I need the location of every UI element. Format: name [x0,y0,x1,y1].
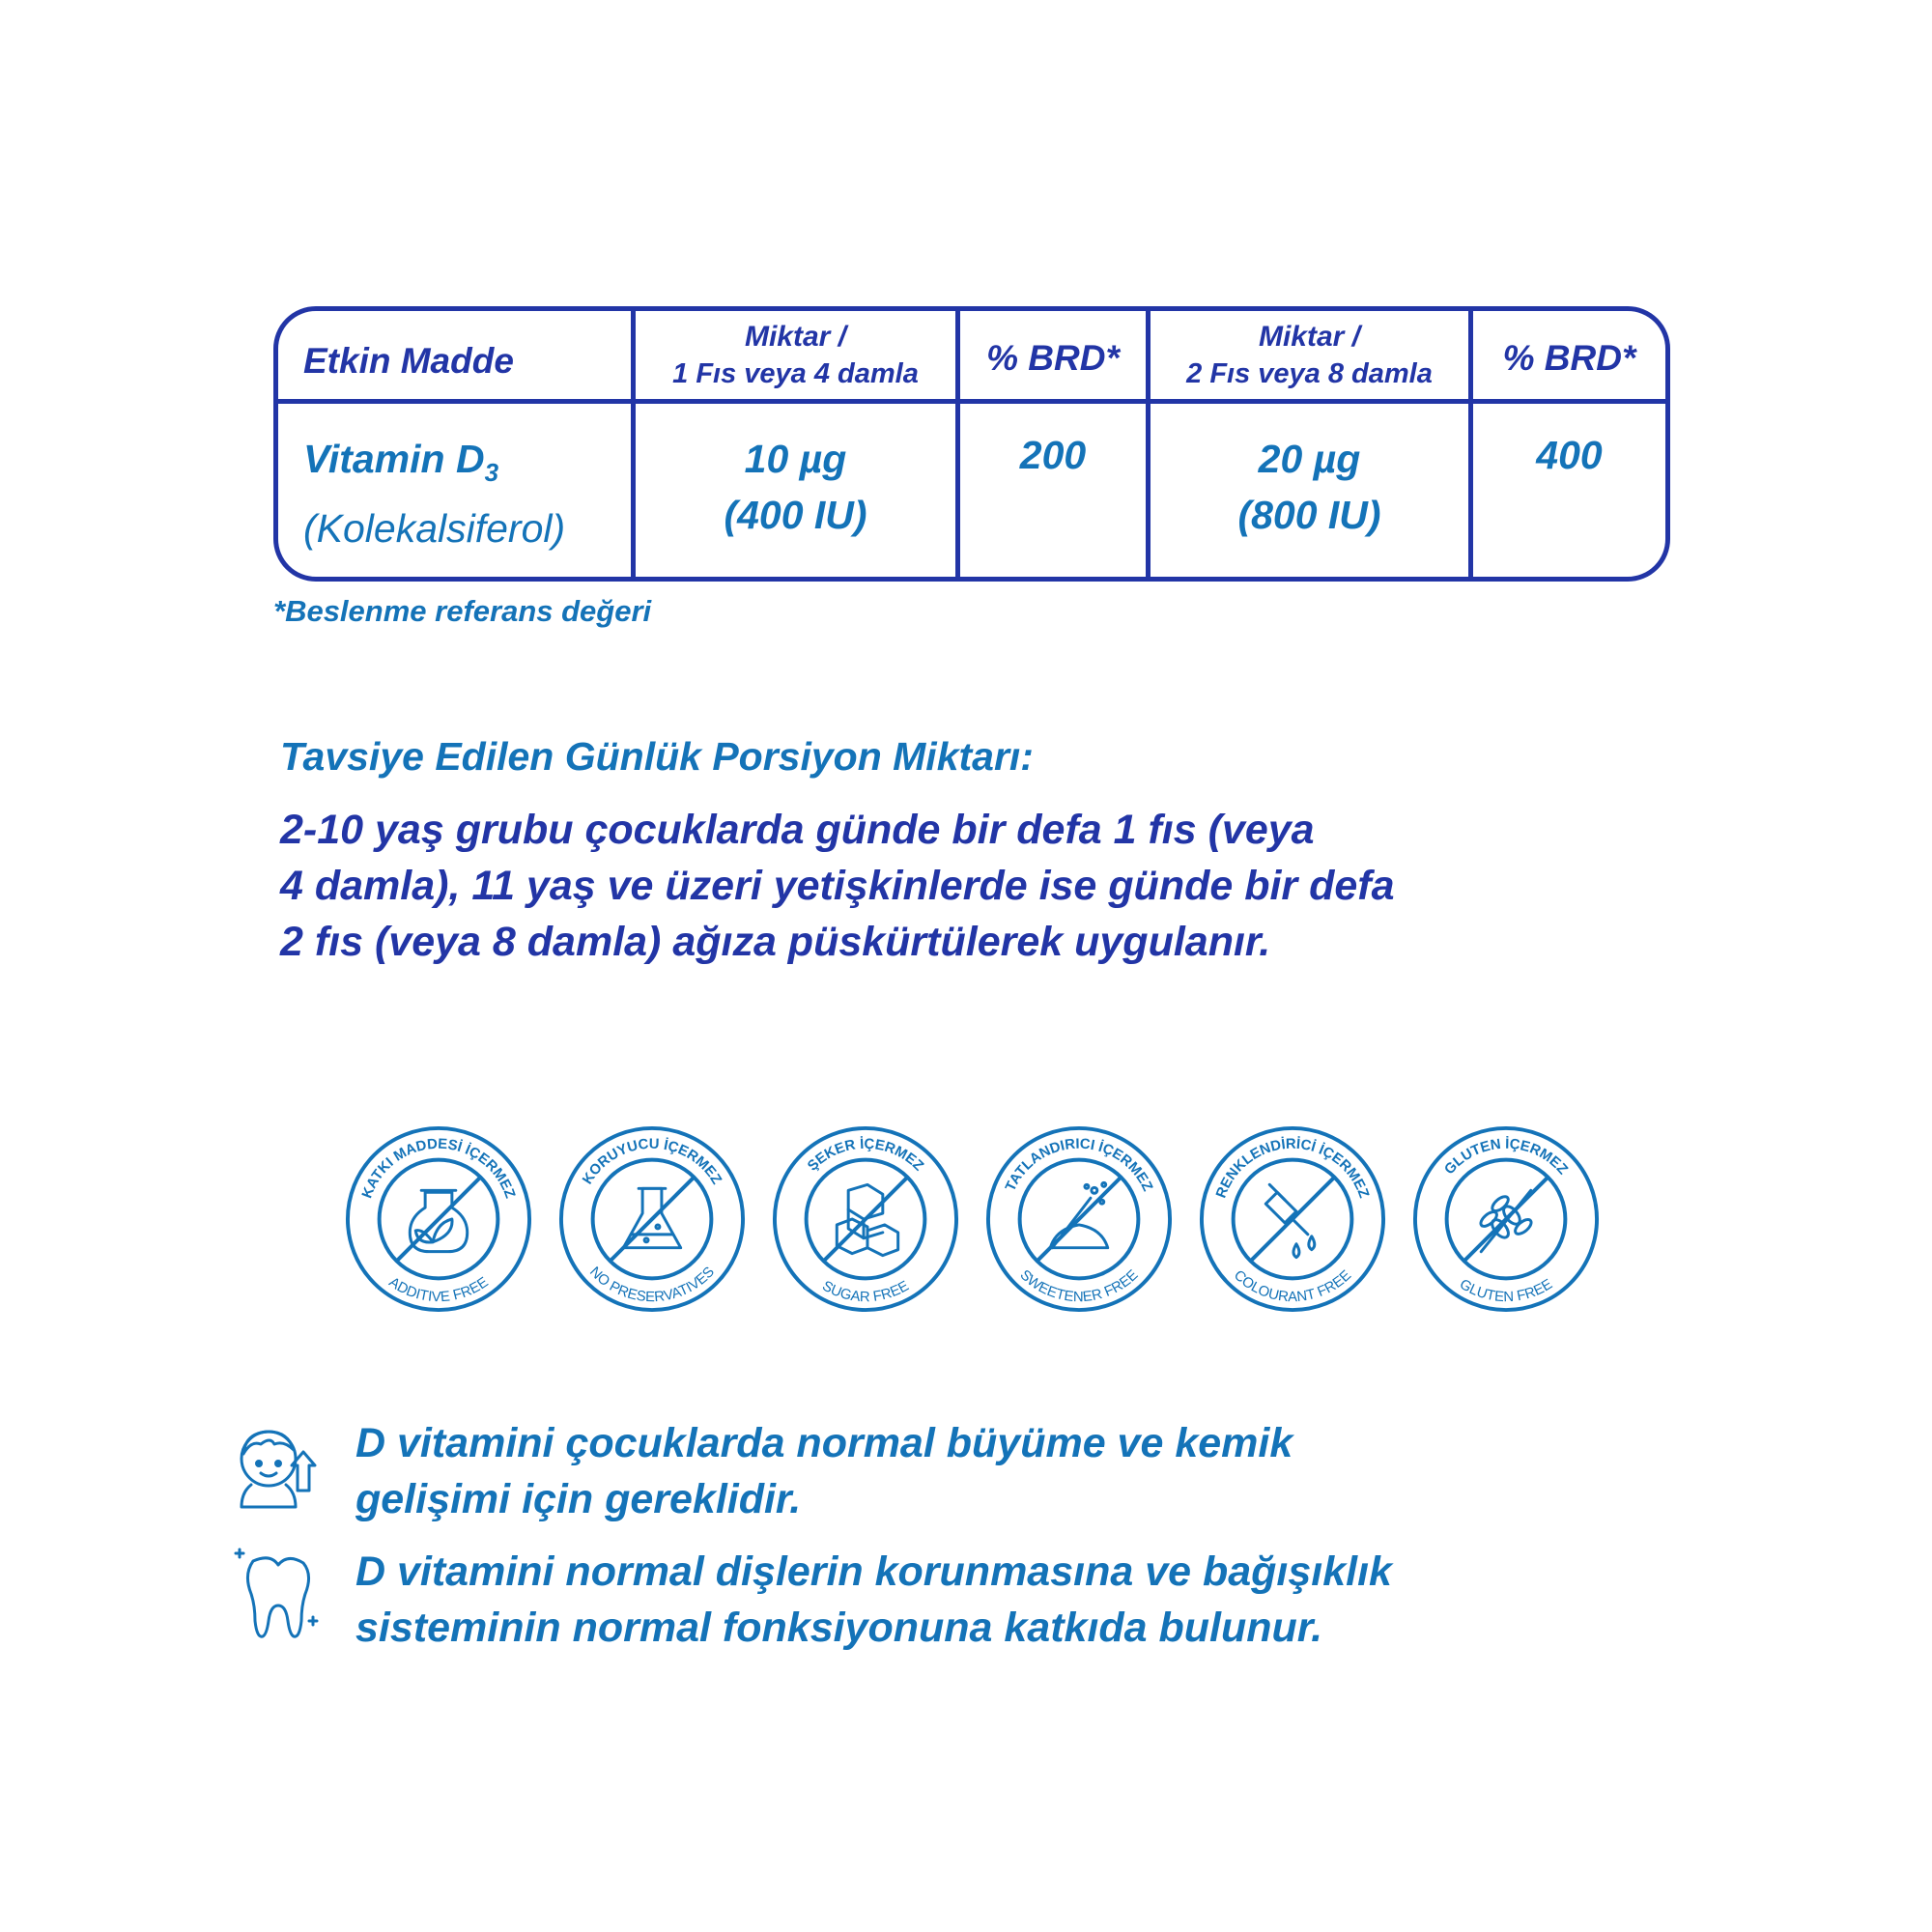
header-label: 2 Fıs veya 8 damla [1186,357,1433,389]
strike-line [1463,1177,1548,1261]
badge-wheat [1410,1123,1602,1315]
header-label: % BRD* [1502,338,1636,378]
substance-alt-name: (Kolekalsiferol) [303,506,566,552]
strike-line [1250,1177,1334,1261]
dosage-line: 2-10 yaş grubu çocuklarda günde bir defa 1 fıs (veya [280,807,1315,853]
header-etkin-madde [278,311,636,404]
header-label: Etkin Madde [303,340,514,381]
badge-erlenmeyer-flask [556,1123,748,1315]
cell-brd-2 [1473,404,1665,577]
badge-bottom-label: SUGAR FREE [819,1278,912,1306]
dosage-title: Tavsiye Edilen Günlük Porsiyon Miktarı: [280,734,1034,779]
badge-sweetener-spoon [983,1123,1175,1315]
child-growth-icon [232,1415,319,1512]
badge-sugar-cubes [770,1123,961,1315]
amount-iu: (800 IU) [1237,493,1381,537]
tooth-icon [232,1544,319,1640]
brd-value: 200 [1019,433,1087,477]
cell-amount-1 [636,404,960,577]
benefit-line: gelişimi için gereklidir. [355,1476,802,1522]
badge-top-label: GLUTEN İÇERMEZ [1441,1136,1571,1179]
badge-dropper [1197,1123,1388,1315]
benefit-line: D vitamini çocuklarda normal büyüme ve kemik [355,1420,1293,1466]
substance-subscript: 3 [484,458,499,488]
benefit-text [355,1415,1293,1527]
badge-top-label: TATLANDIRICI İÇERMEZ [1003,1136,1155,1194]
header-label: Miktar / [1258,320,1361,353]
nutrition-table [273,306,1670,582]
header-brd-2 [1473,311,1665,404]
header-amount-1 [636,311,960,404]
badge-top-label: RENKLENDİRİCİ İÇERMEZ [1213,1136,1372,1201]
cell-amount-2 [1151,404,1473,577]
badge-bottom-label: COLOURANT FREE [1230,1267,1355,1306]
benefit-text [355,1544,1392,1656]
benefit-line: sisteminin normal fonksiyonuna katkıda bulunur. [355,1605,1323,1651]
substance-name [303,431,498,500]
amount-value: 10 µg [744,437,847,481]
amount-value: 20 µg [1258,437,1361,481]
benefit-line: D vitamini normal dişlerin korunmasına ve bağışıklık [355,1548,1392,1595]
badge-top-label: ŞEKER İÇERMEZ [805,1136,926,1175]
header-label: % BRD* [986,338,1120,378]
header-label: Miktar / [744,320,847,353]
header-amount-2 [1151,311,1473,404]
cell-substance [278,404,636,577]
dosage-line: 2 fıs (veya 8 damla) ağıza püskürtülerek uygulanır. [280,919,1271,965]
badge-top-label: KATKI MADDESİ İÇERMEZ [359,1136,518,1201]
table-footnote: *Beslenme referans değeri [273,594,652,628]
badge-bottom-label: ADDITIVE FREE [385,1274,492,1306]
substance-label: Vitamin D [303,437,485,481]
badge-bottom-label: NO PRESERVATIVES [585,1264,719,1306]
header-label: 1 Fıs veya 4 damla [672,357,919,389]
badge-bottom-label: GLUTEN FREE [1456,1276,1556,1306]
amount-iu: (400 IU) [724,493,867,537]
brd-value: 400 [1536,433,1603,477]
header-brd-1 [960,311,1151,404]
cell-brd-1 [960,404,1151,577]
badge-bottom-label: SWEETENER FREE [1016,1267,1142,1306]
badge-top-label: KORUYUCU İÇERMEZ [580,1136,724,1188]
dosage-text [280,802,1690,970]
dosage-line: 4 damla), 11 yaş ve üzeri yetişkinlerde ise günde bir defa [280,863,1395,909]
badge-flask-leaf [343,1123,534,1315]
